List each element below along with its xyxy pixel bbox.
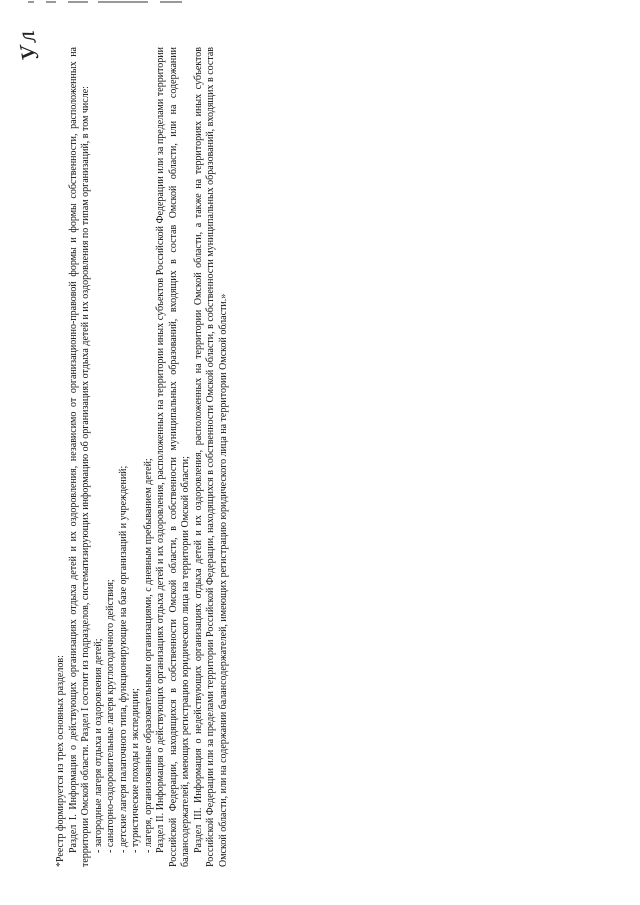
list-item: - загородные лагеря отдыха и оздоровления детей;	[92, 638, 104, 853]
section-2-paragraph: Раздел II. Информация о действующих организациях отдыха детей и их оздоровления, расположенных на территории иных субъектов Российской Федерации или за пределами территории Российской Федерации, находящихся в собственности Омской области, в собственности муниципальных образований, входящих в состав Омской области, или на содержании балансодержателей, имеющих регистрацию юридического лица на территории Омской области;	[155, 47, 191, 867]
registry-intro: *Реестр формируется из трех основных разделов:	[55, 655, 66, 867]
scan-header-marks	[0, 0, 640, 8]
list-item: - лагеря, организованные образовательными организациями, с дневным пребыванием детей;	[142, 458, 154, 853]
handwritten-signature: Ул	[14, 28, 45, 62]
rotated-document-sheet	[14, 22, 620, 882]
section-3-paragraph: Раздел III. Информация о недействующих организациях отдыха детей и их оздоровления, расположенных на территории Омской области, а также на территориях иных субъектов Российской Федерации или за пределами территории Российской Федерации, находящихся в собственности Омской области, в собственности муниципальных образований, входящих в состав Омской области, или на содержании балансодержателей, имеющих регистрацию юридического лица на территории Омской области.»	[192, 47, 229, 867]
list-item: - туристические походы и экспедиции;	[130, 688, 141, 853]
list-item: - санаторно-оздоровительные лагеря круглогодичного действия;	[105, 579, 116, 853]
list-item: - детские лагеря палаточного типа, функционирующие на базе организаций и учреждений;	[117, 465, 129, 853]
section-1-paragraph: Раздел I. Информация о действующих организациях отдыха детей и их оздоровления, независимо от организационно-правовой формы и формы собственности, расположенных на территории Омской области. Раздел I состоит из подразделов, систематизирующих информацию об организациях отдыха детей и их оздоровления по типам организаций, в том числе:	[67, 47, 91, 867]
document-page	[14, 22, 620, 882]
document-body	[55, 47, 230, 867]
